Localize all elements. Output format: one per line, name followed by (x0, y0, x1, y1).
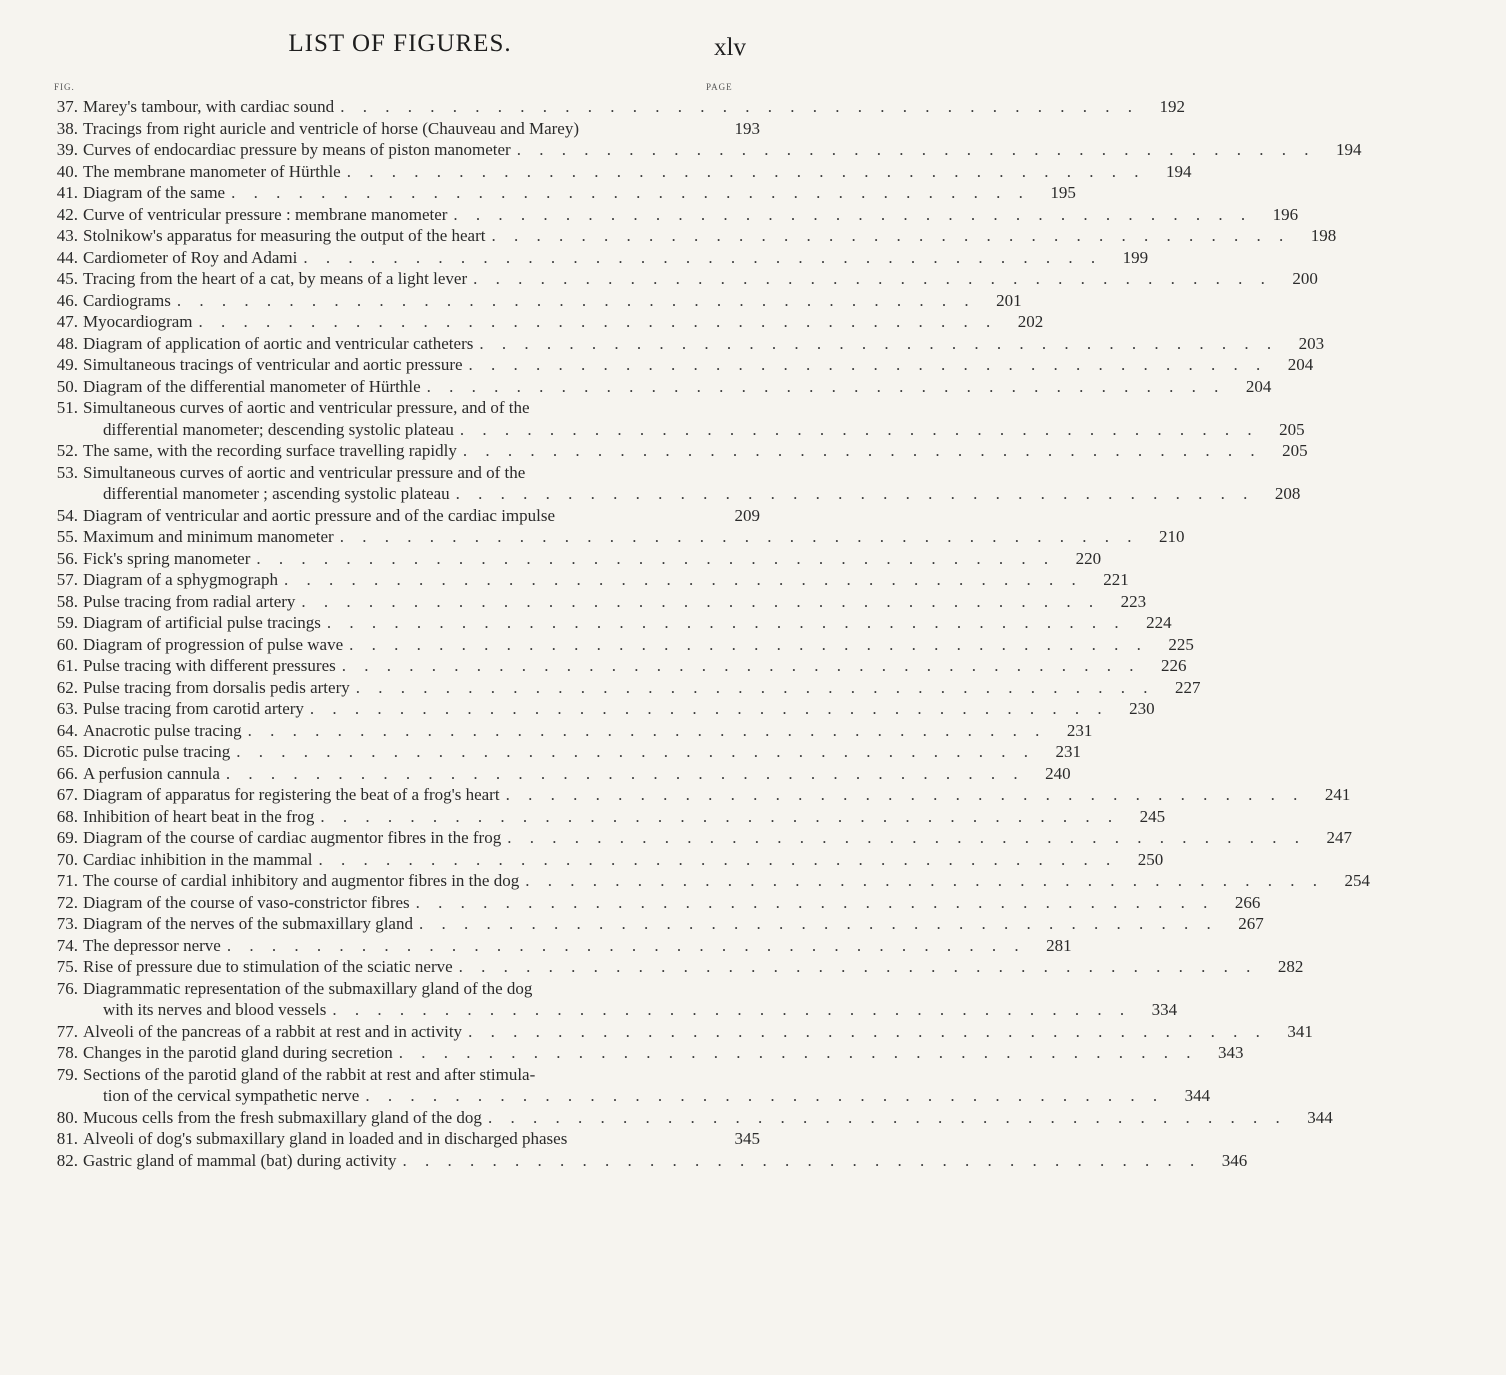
figure-entry (40, 591, 1147, 613)
dot-leader: . . . . . . . . . . . . . . . . . . . . . . . . . . . . . . . . . . . . (309, 699, 1109, 718)
dot-leader: . . . . . . . . . . . . . . . . . . . . . . . . . . . . . . . . . . . . (458, 957, 1258, 976)
figure-caption: Mucous cells from the fresh submaxillary gland of the dog (83, 1107, 482, 1127)
page-ref: 226 (1160, 656, 1187, 675)
figure-caption: Diagrammatic representation of the submaxillary gland of the dog (83, 978, 533, 998)
page-ref: 250 (1137, 849, 1164, 869)
figure-caption: A perfusion cannula (83, 763, 220, 783)
page-ref: 192 (1159, 97, 1185, 116)
figure-number: 46. (56, 290, 78, 310)
dot-leader: . . . . . . . . . . . . . . . . . . . . . . . . . . . . . . . . . . . . (226, 935, 1026, 955)
dot-leader: . . . . . . . . . . . . . . . . . . . . . . . . . . . . . . . . . . . . (415, 892, 1215, 912)
figure-caption: Gastric gland of mammal (bat) during activity (83, 1150, 397, 1170)
page-ref: 334 (1151, 1000, 1178, 1019)
figure-caption: Diagram of the nerves of the submaxillary gland (83, 914, 413, 933)
figure-caption: Pulse tracing with different pressures (83, 656, 336, 675)
figure-entry (40, 440, 1308, 462)
figure-caption: Diagram of the course of cardiac augmentor fibres in the frog (83, 828, 502, 847)
figure-caption: Simultaneous curves of aortic and ventricular pressure and of the (83, 462, 526, 482)
figure-caption: Cardiac inhibition in the mammal (83, 849, 313, 869)
dot-leader: . . . . . . . . . . . . . . . . . . . . . . . . . . . . . . . . . . . . (332, 1000, 1132, 1019)
figure-caption: The course of cardial inhibitory and augmentor fibres in the dog (83, 871, 520, 890)
dot-leader: . . . . . . . . . . . . . . . . . . . . . . . . . . . . . . . . . . . . (473, 269, 1272, 288)
dot-leader: . . . . . . . . . . . . . . . . . . . . . . . . . . . . . . . . . . . . (525, 871, 1324, 890)
figure-entry (40, 1107, 1333, 1129)
figure-number: 74. (56, 935, 78, 955)
dot-leader: . . . . . . . . . . . . . . . . . . . . . . . . . . . . . . . . . . . . (349, 634, 1148, 654)
figure-entry (40, 892, 1261, 914)
figure-number: 60. (56, 634, 78, 654)
dot-leader: . . . . . . . . . . . . . . . . . . . . . . . . . . . . . . . . . . . . (402, 1150, 1202, 1170)
figure-caption: Maximum and minimum manometer (83, 527, 334, 546)
figure-number: 43. (56, 226, 78, 245)
figure-number: 47. (56, 312, 78, 331)
dot-leader: . . . . . . . . . . . . . . . . . . . . . . . . . . . . . . . . . . . . (301, 591, 1101, 611)
fig-column-label: FIG. (54, 82, 75, 92)
figure-entry (40, 741, 1082, 763)
page-ref: 341 (1287, 1021, 1313, 1041)
figure-caption: Diagram of artificial pulse tracings (83, 613, 321, 632)
figure-entry (40, 1021, 1313, 1043)
figure-caption: Anacrotic pulse tracing (83, 720, 242, 740)
figure-caption: Diagram of the course of vaso-constrictor fibres (83, 892, 410, 912)
figure-number: 68. (56, 806, 78, 826)
figure-caption: Dicrotic pulse tracing (83, 742, 231, 761)
figure-number: 77. (56, 1021, 78, 1041)
page-ref: 201 (996, 290, 1022, 310)
figure-number: 75. (56, 957, 78, 976)
dot-leader: . . . . . . . . . . . . . . . . . . . . . . . . . . . . . . . . . . . . (418, 914, 1218, 933)
page-ref: 345 (734, 1129, 760, 1148)
figure-caption: Alveoli of dog's submaxillary gland in loaded and in discharged phases (83, 1129, 568, 1148)
figure-entry (40, 161, 1192, 183)
figure-entry (40, 956, 1304, 978)
page-column-label: PAGE (706, 82, 733, 92)
page-ref: 193 (734, 118, 760, 138)
dot-leader: . . . . . . . . . . . . . . . . . . . . . . . . . . . . . . . . . . . . (505, 785, 1305, 804)
figure-caption: Inhibition of heart beat in the frog (83, 806, 315, 826)
figure-entry (40, 354, 1314, 376)
figure-caption: differential manometer ; ascending systolic plateau (103, 484, 450, 503)
figure-number: 54. (56, 505, 78, 525)
page-ref: 203 (1298, 333, 1325, 353)
page-ref: 208 (1274, 484, 1301, 503)
figure-number: 76. (56, 978, 78, 998)
figure-number: 53. (56, 462, 78, 482)
figure-number: 72. (56, 892, 78, 912)
figure-number: 79. (56, 1064, 78, 1084)
dot-leader: . . . . . . . . . . . . . . . . . . . . . . . . . . . . . . . . . . . . (320, 806, 1120, 826)
page-ref: 209 (734, 505, 760, 525)
figure-entry (40, 397, 1305, 440)
figure-entry (40, 290, 1022, 312)
dot-leader: . . . . . . . . . . . . . . . . . . . . . . . . . . . . . . . . . . . . (459, 419, 1259, 439)
dot-leader: . . . . . . . . . . . . . . . . . . . . . . . . . . . . . . . . . . . . (225, 763, 1025, 783)
dot-leader: . . . . . . . . . . . . . . . . . . . . . . . . . . . . . . . . . . . . (468, 1021, 1267, 1041)
figure-entry (40, 225, 1337, 247)
dot-leader: . . . . . . . . . . . . . . . . . . . . . . . . . . . . . . . . . . . . (398, 1043, 1198, 1062)
page-ref: 266 (1234, 892, 1261, 912)
page-ref: 344 (1184, 1086, 1211, 1105)
figure-caption: Diagram of the differential manometer of Hürthle (83, 376, 421, 396)
page-ref: 204 (1245, 376, 1272, 396)
figure-caption: Myocardiogram (83, 312, 193, 331)
dot-leader: . . . . . . . . . . . . . . . . . . . . . . . . . . . . . . . . . . . . (326, 613, 1126, 632)
figure-number: 44. (56, 247, 78, 267)
figure-number: 50. (56, 376, 78, 396)
figure-entry (40, 870, 1370, 892)
figure-list (40, 96, 1370, 1171)
figure-entry (40, 462, 1301, 505)
figure-caption: Diagram of ventricular and aortic pressure and of the cardiac impulse (83, 505, 556, 525)
figure-entry (40, 247, 1149, 269)
figure-number: 59. (56, 613, 78, 632)
figure-entry (40, 763, 1071, 785)
figure-entry (40, 1150, 1248, 1172)
page-ref: 221 (1103, 570, 1129, 589)
dot-leader: . . . . . . . . . . . . . . . . . . . . . . . . . . . . . . . . . . . . (479, 333, 1279, 353)
figure-caption: Tracing from the heart of a cat, by means of a light lever (83, 269, 468, 288)
figure-entry (40, 376, 1272, 398)
figure-caption: The depressor nerve (83, 935, 221, 955)
figure-caption: Diagram of apparatus for registering the beat of a frog's heart (83, 785, 500, 804)
figure-entry (40, 118, 760, 140)
figure-number: 73. (56, 914, 78, 933)
figure-number: 55. (56, 527, 78, 546)
page-ref: 245 (1139, 806, 1166, 826)
page-ref: 220 (1075, 548, 1102, 568)
figure-entry (40, 935, 1072, 957)
page-ref: 210 (1158, 527, 1185, 546)
dot-leader: . . . . . . . . . . . . . . . . . . . . . . . . . . . . . . . . . . . . (339, 527, 1139, 546)
dot-leader: . . . . . . . . . . . . . . . . . . . . . . . . . . . . . . . . . . . . (455, 484, 1255, 503)
figure-number: 48. (56, 333, 78, 353)
page-ref: 198 (1310, 226, 1337, 245)
figure-number: 80. (56, 1107, 78, 1127)
figure-caption: differential manometer; descending systolic plateau (103, 419, 454, 439)
figure-caption: The membrane manometer of Hürthle (83, 161, 341, 181)
figure-caption: Diagram of progression of pulse wave (83, 634, 344, 654)
figure-number: 70. (56, 849, 78, 869)
figure-number: 57. (56, 570, 78, 589)
figure-entry (40, 569, 1129, 591)
dot-leader: . . . . . . . . . . . . . . . . . . . . . . . . . . . . . . . . . . . . (507, 828, 1306, 847)
figure-caption: Rise of pressure due to stimulation of the sciatic nerve (83, 957, 453, 976)
figure-caption: Diagram of application of aortic and ventricular catheters (83, 333, 474, 353)
figure-number: 65. (56, 742, 78, 761)
figure-entry (40, 827, 1352, 849)
page-ref: 196 (1272, 204, 1299, 224)
figure-number: 52. (56, 441, 78, 460)
figure-caption: with its nerves and blood vessels (103, 1000, 327, 1019)
figure-number: 58. (56, 591, 78, 611)
figure-entry (40, 311, 1044, 333)
dot-leader: . . . . . . . . . . . . . . . . . . . . . . . . . . . . . . . . . . . . (176, 290, 976, 310)
figure-number: 41. (56, 183, 78, 202)
dot-leader: . . . . . . . . . . . . . . . . . . . . . . . . . . . . . . . . . . . . (340, 97, 1139, 116)
figure-entry (40, 978, 1178, 1021)
figure-caption: Cardiograms (83, 290, 171, 310)
figure-entry (40, 182, 1076, 204)
page-ref: 231 (1055, 742, 1082, 761)
dot-leader: . . . . . . . . . . . . . . . . . . . . . . . . . . . . . . . . . . . . (453, 204, 1253, 224)
dot-leader: . . . . . . . . . . . . . . . . . . . . . . . . . . . . . . . . . . . . (231, 183, 1030, 202)
page-ref: 346 (1221, 1150, 1248, 1170)
figure-caption: Curve of ventricular pressure : membrane manometer (83, 204, 448, 224)
page-ref: 230 (1129, 699, 1155, 718)
page-ref: 247 (1326, 828, 1352, 847)
page-ref: 240 (1045, 763, 1071, 783)
figure-caption: Diagram of the same (83, 183, 226, 202)
figure-entry (40, 204, 1299, 226)
dot-leader: . . . . . . . . . . . . . . . . . . . . . . . . . . . . . . . . . . . . (247, 720, 1047, 740)
figure-caption: The same, with the recording surface travelling rapidly (83, 441, 457, 460)
dot-leader: . . . . . . . . . . . . . . . . . . . . . . . . . . . . . . . . . . . . (426, 376, 1226, 396)
figure-number: 69. (56, 828, 78, 847)
figure-entry (40, 913, 1264, 935)
dot-leader: . . . . . . . . . . . . . . . . . . . . . . . . . . . . . . . . . . . . (346, 161, 1146, 181)
figure-caption: Marey's tambour, with cardiac sound (83, 97, 335, 116)
figure-number: 38. (56, 118, 78, 138)
figure-entry (40, 96, 1185, 118)
figure-number: 78. (56, 1043, 78, 1062)
figure-entry (40, 806, 1166, 828)
figure-number: 40. (56, 161, 78, 181)
page-ref: 204 (1287, 355, 1314, 374)
dot-leader: . . . . . . . . . . . . . . . . . . . . . . . . . . . . . . . . . . . . (198, 312, 998, 331)
dot-leader: . . . . . . . . . . . . . . . . . . . . . . . . . . . . . . . . . . . . (365, 1086, 1165, 1105)
figure-entry (40, 548, 1102, 570)
figure-number: 51. (56, 398, 78, 417)
figure-number: 63. (56, 699, 78, 718)
dot-leader: . . . . . . . . . . . . . . . . . . . . . . . . . . . . . . . . . . . . (468, 355, 1268, 374)
page-ref: 205 (1279, 419, 1305, 439)
figure-number: 49. (56, 355, 78, 374)
figure-number: 71. (56, 871, 78, 890)
figure-number: 62. (56, 677, 78, 697)
page-ref: 281 (1046, 935, 1072, 955)
figure-number: 67. (56, 785, 78, 804)
running-title: LIST OF FIGURES. (288, 30, 512, 57)
figure-number: 37. (56, 97, 78, 116)
dot-leader: . . . . . . . . . . . . . . . . . . . . . . . . . . . . . . . . . . . . (283, 570, 1083, 589)
page-ref: 231 (1066, 720, 1093, 740)
figure-entry (40, 634, 1194, 656)
figure-number: 64. (56, 720, 78, 740)
page-ref: 254 (1344, 871, 1370, 890)
figure-entry (40, 139, 1362, 161)
page-ref: 199 (1122, 247, 1149, 267)
page-ref: 205 (1282, 441, 1308, 460)
page-ref: 344 (1307, 1107, 1333, 1127)
dot-leader: . . . . . . . . . . . . . . . . . . . . . . . . . . . . . . . . . . . . (516, 140, 1316, 159)
figure-caption: Simultaneous curves of aortic and ventricular pressure, and of the (83, 398, 530, 417)
figure-caption: Pulse tracing from dorsalis pedis artery (83, 677, 350, 697)
figure-number: 39. (56, 140, 78, 159)
page-ref: 202 (1017, 312, 1044, 331)
figure-entry (40, 677, 1201, 699)
figure-entry (40, 1064, 1211, 1107)
figure-caption: Cardiometer of Roy and Adami (83, 247, 298, 267)
figure-entry (40, 1128, 760, 1150)
figure-caption: Pulse tracing from carotid artery (83, 699, 304, 718)
page-ref: 282 (1277, 957, 1304, 976)
figure-number: 56. (56, 548, 78, 568)
figure-entry (40, 612, 1172, 634)
figure-caption: Stolnikow's apparatus for measuring the output of the heart (83, 226, 486, 245)
figure-number: 66. (56, 763, 78, 783)
figure-caption: Fick's spring manometer (83, 548, 251, 568)
dot-leader: . . . . . . . . . . . . . . . . . . . . . . . . . . . . . . . . . . . . (256, 548, 1056, 568)
figure-caption: Alveoli of the pancreas of a rabbit at rest and in activity (83, 1021, 463, 1041)
dot-leader: . . . . . . . . . . . . . . . . . . . . . . . . . . . . . . . . . . . . (355, 677, 1155, 697)
figure-caption: Tracings from right auricle and ventricle of horse (Chauveau and Marey) (83, 118, 579, 138)
figure-entry (40, 720, 1093, 742)
dot-leader: . . . . . . . . . . . . . . . . . . . . . . . . . . . . . . . . . . . . (341, 656, 1141, 675)
page-ref: 267 (1238, 914, 1264, 933)
figure-number: 61. (56, 656, 78, 675)
figure-caption: Pulse tracing from radial artery (83, 591, 296, 611)
figure-caption: Diagram of a sphygmograph (83, 570, 278, 589)
page-ref: 200 (1292, 269, 1318, 288)
page-ref: 194 (1335, 140, 1362, 159)
figure-entry (40, 333, 1325, 355)
figure-entry (40, 698, 1155, 720)
page-ref: 241 (1324, 785, 1351, 804)
figure-caption: Sections of the parotid gland of the rabbit at rest and after stimula- (83, 1064, 536, 1084)
figure-entry (40, 268, 1318, 290)
dot-leader: . . . . . . . . . . . . . . . . . . . . . . . . . . . . . . . . . . . . (303, 247, 1103, 267)
figure-caption: Simultaneous tracings of ventricular and aortic pressure (83, 355, 463, 374)
figure-number: 82. (56, 1150, 78, 1170)
page-ref: 225 (1168, 634, 1194, 654)
figure-number: 45. (56, 269, 78, 288)
figure-entry (40, 505, 760, 527)
page-number: xlv (714, 34, 746, 61)
dot-leader: . . . . . . . . . . . . . . . . . . . . . . . . . . . . . . . . . . . . (462, 441, 1262, 460)
figure-entry (40, 849, 1164, 871)
figure-caption: tion of the cervical sympathetic nerve (103, 1086, 360, 1105)
dot-leader: . . . . . . . . . . . . . . . . . . . . . . . . . . . . . . . . . . . . (236, 742, 1036, 761)
dot-leader: . . . . . . . . . . . . . . . . . . . . . . . . . . . . . . . . . . . . (487, 1107, 1287, 1127)
dot-leader: . . . . . . . . . . . . . . . . . . . . . . . . . . . . . . . . . . . . (318, 849, 1118, 869)
figure-caption: Curves of endocardiac pressure by means of piston manometer (83, 140, 511, 159)
page-ref: 224 (1146, 613, 1172, 632)
figure-entry (40, 655, 1187, 677)
page-ref: 195 (1050, 183, 1076, 202)
figure-caption: Changes in the parotid gland during secretion (83, 1043, 393, 1062)
dot-leader: . . . . . . . . . . . . . . . . . . . . . . . . . . . . . . . . . . . . (491, 226, 1291, 245)
figure-entry (40, 1042, 1244, 1064)
figure-number: 42. (56, 204, 78, 224)
page-ref: 227 (1175, 677, 1201, 697)
page-ref: 194 (1165, 161, 1192, 181)
figure-entry (40, 526, 1185, 548)
figure-number: 81. (56, 1129, 78, 1148)
page-ref: 223 (1120, 591, 1147, 611)
figure-entry (40, 784, 1351, 806)
page-ref: 343 (1217, 1043, 1244, 1062)
